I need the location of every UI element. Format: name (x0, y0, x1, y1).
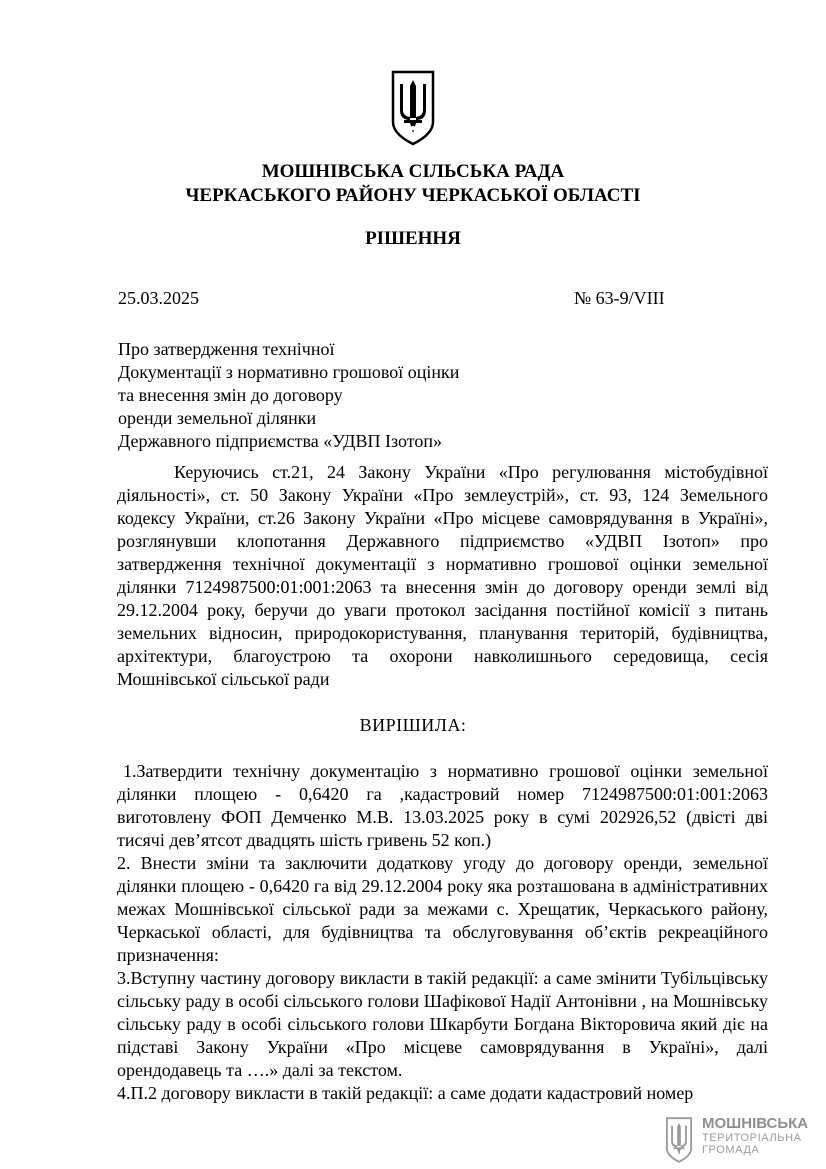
subject-line: Державного підприємства «УДВП Ізотоп» (118, 431, 442, 451)
decision-item: 2. Внести зміни та заключити додаткову угоду до договору оренди, земельної ділянки площею - 0,6420 га від 29.12.2004 року яка розташована в адміністративних межах Мошнівської сільської ради за межами с. Хрещатик, Черкаського району, Черкаської області, для будівництва та обслуговування об’єктів рекреаційного призначення: (117, 853, 768, 965)
decision-date: 25.03.2025 (118, 288, 199, 308)
district-name: ЧЕРКАСЬКОГО РАЙОНУ ЧЕРКАСЬКОЇ ОБЛАСТІ (185, 185, 641, 206)
decided-heading: ВИРІШИЛА: (359, 715, 467, 735)
council-name: МОШНІВСЬКА СІЛЬСЬКА РАДА (261, 161, 565, 182)
subject-line: Документації з нормативно грошової оцінки (118, 362, 460, 382)
logo-line-2: ТЕРИТОРІАЛЬНА (702, 1132, 802, 1144)
preamble-paragraph: Керуючись ст.21, 24 Закону України «Про регулювання містобудівної діяльності», ст. 50 Закону України «Про землеустрій», ст. 93, 124 Земельного кодексу України, ст.26 Закону України «Про місцеве самоврядування в Україні», розглянувши клопотання Державного підприємство «УДВП Ізотоп» про затвердження технічної документації з нормативно грошової оцінки земельної ділянки 7124987500:01:001:2063 та внесення змін до договору оренди землі від 29.12.2004 року, беручи до уваги протокол засідання постійної комісії з питань земельних відносин, природокористування, планування територій, будівництва, архітектури, благоустрою та охорони навколишнього середовища, сесія Мошнівської сільської ради (117, 462, 768, 689)
logo-line-3: ГРОМАДА (702, 1144, 760, 1156)
decision-items (117, 760, 768, 1105)
decision-subject (118, 338, 459, 453)
decision-number: № 63-9/VIII (574, 288, 665, 308)
trident-coat-of-arms-icon (664, 1117, 694, 1163)
community-logo-text (702, 1115, 808, 1156)
subject-line: Про затвердження технічної (118, 339, 335, 359)
trident-coat-of-arms-icon (390, 70, 436, 146)
logo-line-1: МОШНІВСЬКА (702, 1115, 809, 1132)
subject-line: оренди земельної ділянки (118, 408, 317, 428)
decision-item: 3.Вступну частину договору викласти в такій редакції: а саме змінити Тубільцівську сільську раду в особі сільського голови Шафікової Надії Антонівни , на Мошнівську сільську раду в особі сільського голови Шкарбути Богдана Вікторовича який діє на підставі Закону України «Про місцеве самоврядування в Україні», далі орендодавець та ….» далі за текстом. (117, 968, 768, 1080)
decision-item: 1.Затвердити технічну документацію з нормативно грошової оцінки земельної ділянки площею - 0,6420 га ,кадастровий номер 7124987500:01:001:2063 виготовлену ФОП Демченко М.В. 13.03.2025 року в сумі 202926,52 (двісті дві тисячі дев’ятсот двадцять шість гривень 52 коп.) (117, 761, 768, 850)
document-title: РІШЕННЯ (365, 228, 461, 249)
decision-item: 4.П.2 договору викласти в такій редакції: а саме додати кадастровий номер (117, 1083, 694, 1103)
community-logo (664, 1113, 814, 1165)
subject-line: та внесення змін до договору (118, 385, 343, 405)
